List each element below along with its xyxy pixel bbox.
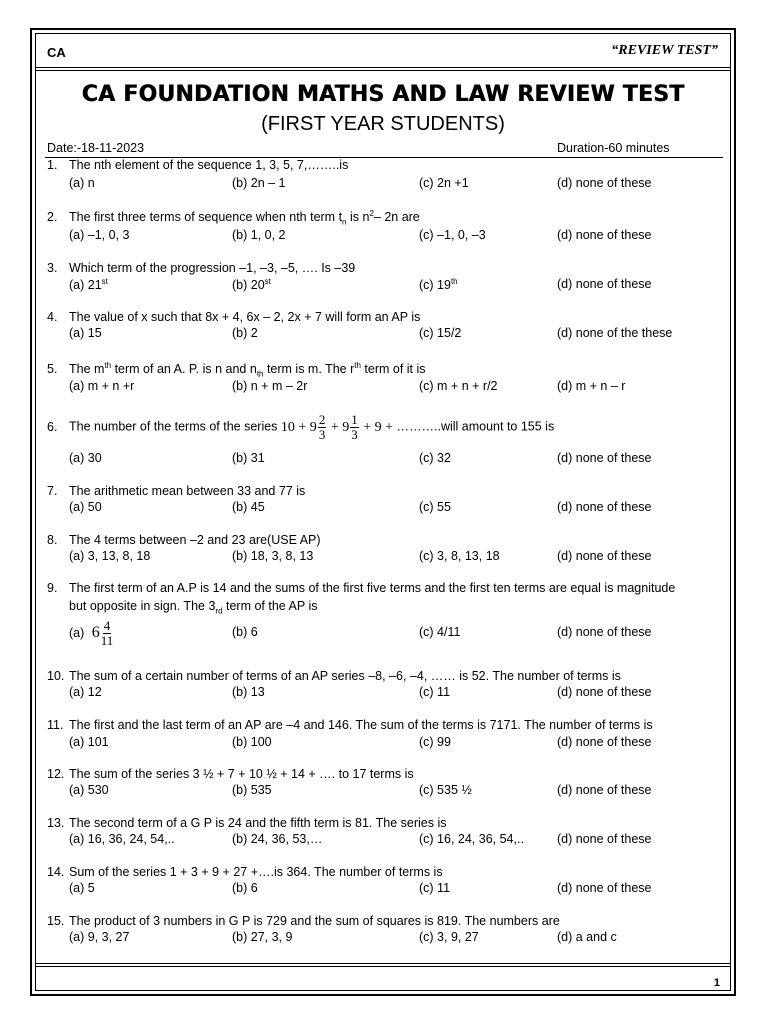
question-text-line-2	[69, 599, 317, 616]
option-b: (b) n + m – 2r	[232, 379, 308, 393]
option-b: (b) 45	[232, 500, 265, 514]
option-d: (d) m + n – r	[557, 379, 626, 393]
question-number: 5.	[47, 362, 58, 377]
header-rule	[35, 67, 731, 68]
option-a: (a) 101	[69, 735, 109, 749]
option-b: (b) 31	[232, 451, 265, 465]
option-b: (b) 535	[232, 783, 272, 797]
option-a: (a) 15	[69, 326, 102, 340]
question-text: The value of x such that 8x + 4, 6x – 2, 2x + 7 will form an AP is	[69, 310, 421, 324]
question-number: 2.	[47, 210, 58, 225]
fraction	[318, 413, 327, 442]
question-text: The nth element of the sequence 1, 3, 5, 7,……..is	[69, 158, 349, 172]
question-text: The sum of the series 3 ½ + 7 + 10 ½ + 14 + …. to 17 terms is	[69, 767, 414, 781]
question-text: The first three terms of sequence when nth term t	[69, 210, 343, 225]
option-c: (c) m + n + r/2	[419, 379, 498, 393]
question-text: Sum of the series 1 + 3 + 9 + 27 +….is 364. The number of terms is	[69, 865, 443, 879]
superscript: 2	[369, 209, 374, 218]
question-number: 11.	[47, 718, 64, 732]
option-b: (b) 24, 36, 53,…	[232, 832, 323, 846]
option-b: (b) 1, 0, 2	[232, 228, 286, 242]
question-number: 14.	[47, 865, 65, 879]
option-d: (d) a and c	[557, 930, 617, 944]
question-number: 15.	[47, 914, 65, 928]
option-b: (b) 18, 3, 8, 13	[232, 549, 314, 563]
question-number: 3.	[47, 261, 58, 275]
question-text: Which term of the progression –1, –3, –5, …. Is –39	[69, 261, 356, 275]
option-c: (c) 535 ½	[419, 783, 472, 797]
series-part: 10 + 9	[280, 419, 317, 435]
option-d: (d) none of these	[557, 735, 652, 749]
option-a: (a) 50	[69, 500, 102, 514]
fraction-denominator: 3	[318, 427, 326, 442]
footer-rule	[35, 963, 731, 964]
header-rule-2	[35, 70, 731, 71]
series-expression	[280, 412, 397, 442]
option-c: (c) 32	[419, 451, 451, 465]
question-text: The sum of a certain number of terms of an AP series –8, –6, –4, …… is 52. The number of terms is	[69, 669, 621, 683]
question-text: term is m. The r	[263, 362, 355, 377]
question-text: but opposite in sign. The 3	[69, 599, 216, 613]
series-part: + 9 +	[359, 419, 397, 435]
question-number: 6.	[47, 419, 58, 434]
option-c: (c) 3, 8, 13, 18	[419, 549, 500, 563]
fraction-numerator: 4	[103, 618, 111, 633]
option-c: (c) 99	[419, 735, 451, 749]
question-number: 9.	[47, 581, 58, 595]
question-text: The first term of an A.P is 14 and the sums of the first five terms and the first ten terms are equal is magnitude	[69, 581, 676, 595]
option-c: (c) 11	[419, 685, 451, 699]
question-text: is n	[346, 210, 370, 225]
option-b	[232, 277, 271, 292]
question-text: ………..will amount to 155 is	[396, 419, 555, 434]
option-a: (a) 12	[69, 685, 102, 699]
superscript: th	[104, 361, 112, 370]
option-d: (d) none of these	[557, 625, 652, 639]
option-b: (b) 13	[232, 685, 265, 699]
option-a-text: (a) 21	[69, 278, 102, 293]
exam-duration: Duration-60 minutes	[557, 141, 670, 155]
question-text: term of it is	[360, 362, 426, 377]
superscript: st	[101, 277, 108, 286]
question-text: The number of the terms of the series	[69, 419, 281, 434]
option-c: (c) 16, 24, 36, 54,..	[419, 832, 524, 846]
page-number: 1	[713, 977, 720, 989]
question-text: – 2n are	[373, 210, 420, 225]
option-d: (d) none of these	[557, 228, 652, 242]
question-text: term of an A. P. is n and n	[111, 362, 257, 377]
fraction-numerator: 2	[318, 412, 326, 427]
option-d: (d) none of these	[557, 832, 652, 846]
question-text: The 4 terms between –2 and 23 are(USE AP)	[69, 533, 321, 547]
option-a: (a) 16, 36, 24, 54,..	[69, 832, 175, 846]
option-c: (c) 55	[419, 500, 451, 514]
question-text: The m	[69, 362, 105, 377]
question-text: term of the AP is	[222, 599, 318, 613]
fraction-numerator: 1	[351, 412, 358, 427]
option-a: (a) n	[69, 176, 95, 190]
option-c-text: (c) 19	[419, 278, 451, 293]
mixed-number-whole: 6	[91, 623, 100, 641]
option-d: (d) none of the these	[557, 326, 673, 340]
question-number: 8.	[47, 533, 58, 547]
question-text: The arithmetic mean between 33 and 77 is	[69, 484, 306, 498]
fraction-denominator: 3	[351, 427, 358, 442]
option-b: (b) 100	[232, 735, 272, 749]
option-d: (d) none of these	[557, 881, 652, 895]
footer-rule-2	[35, 966, 731, 967]
option-a: (a) 5	[69, 881, 95, 895]
question-number: 12.	[47, 767, 65, 781]
question-text: The first and the last term of an AP are –4 and 146. The sum of the terms is 7171. The number of terms is	[69, 718, 653, 732]
header-left-label: CA	[47, 45, 66, 60]
option-c: (c) 15/2	[419, 326, 462, 340]
option-d: (d) none of these	[557, 451, 652, 465]
fraction	[101, 619, 114, 648]
option-b-text: (b) 20	[232, 278, 265, 293]
option-a: (a) 530	[69, 783, 109, 797]
question-text: The product of 3 numbers in G P is 729 and the sum of squares is 819. The numbers are	[69, 914, 560, 928]
fraction-denominator: 11	[100, 633, 114, 648]
option-c: (c) 2n +1	[419, 176, 469, 190]
option-d: (d) none of these	[557, 783, 652, 797]
fraction	[350, 413, 359, 442]
option-a: (a) 30	[69, 451, 102, 465]
exam-date: Date:-18-11-2023	[47, 141, 145, 155]
option-a: (a) 9, 3, 27	[69, 930, 130, 944]
question-number: 10.	[47, 669, 65, 683]
page-title: CA FOUNDATION MATHS AND LAW REVIEW TEST	[81, 82, 685, 107]
option-d: (d) none of these	[557, 549, 652, 563]
option-a: (a) –1, 0, 3	[69, 228, 130, 242]
option-d: (d) none of these	[557, 500, 652, 514]
option-b: (b) 2	[232, 326, 258, 340]
option-a: (a) m + n +r	[69, 379, 135, 393]
question-number: 4.	[47, 310, 58, 324]
subscript: n	[342, 217, 347, 227]
question-number: 7.	[47, 484, 58, 498]
option-b: (b) 2n – 1	[232, 176, 286, 190]
option-c: (c) 4/11	[419, 625, 461, 639]
option-c: (c) 3, 9, 27	[419, 930, 479, 944]
option-a: (a) 3, 13, 8, 18	[69, 549, 151, 563]
question-number: 1.	[47, 158, 58, 172]
option-b: (b) 6	[232, 881, 258, 895]
header-right-label: “REVIEW TEST”	[611, 43, 718, 58]
option-b: (b) 6	[232, 625, 258, 639]
option-d: (d) none of these	[557, 176, 652, 190]
option-a-label: (a)	[69, 625, 85, 640]
question-text: The second term of a G P is 24 and the fifth term is 81. The series is	[69, 816, 447, 830]
page-subtitle: (FIRST YEAR STUDENTS)	[261, 113, 505, 135]
option-c: (c) 11	[419, 881, 451, 895]
question-number: 13.	[47, 816, 65, 830]
option-b: (b) 27, 3, 9	[232, 930, 293, 944]
subscript: th	[256, 369, 264, 379]
option-c	[419, 277, 458, 292]
option-a	[69, 619, 114, 648]
option-d: (d) none of these	[557, 685, 652, 699]
option-a	[69, 277, 108, 292]
superscript: th	[450, 277, 458, 286]
series-part: + 9	[327, 419, 350, 435]
option-d: (d) none of these	[557, 277, 652, 291]
option-c: (c) –1, 0, –3	[419, 228, 486, 242]
superscript: st	[264, 277, 271, 286]
superscript: th	[354, 361, 361, 370]
subscript: rd	[215, 606, 223, 616]
